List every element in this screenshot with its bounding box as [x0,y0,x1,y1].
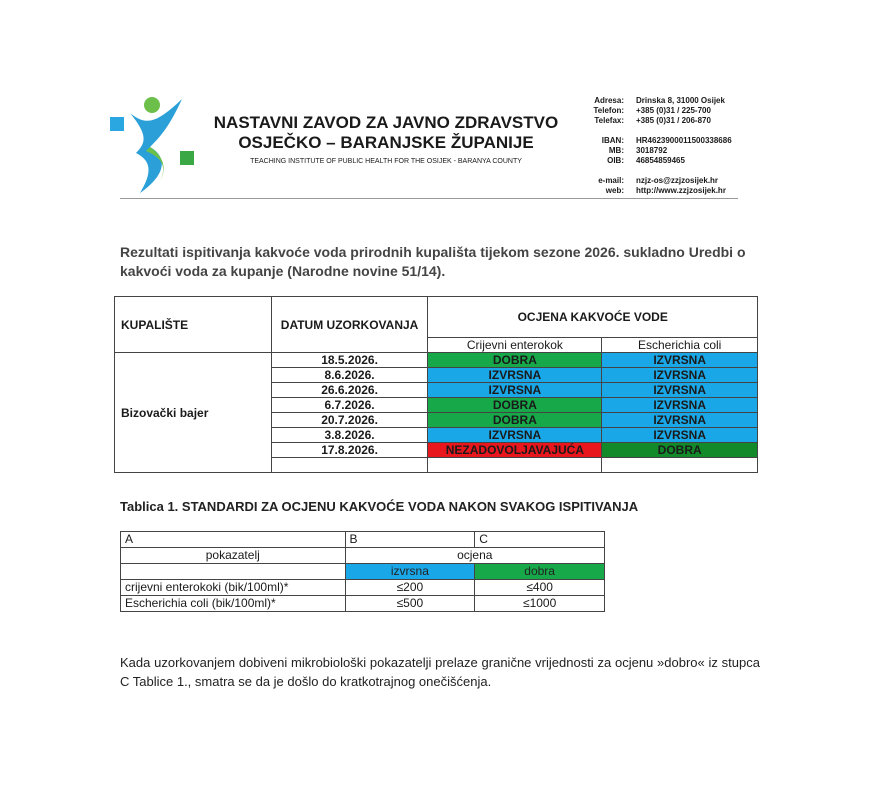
enterokok-rating: DOBRA [428,353,602,368]
ocjena-header: ocjena [345,548,604,564]
telefax-label: Telefax: [594,116,624,125]
web-label: web: [605,186,624,195]
results-table [114,296,758,473]
datum-cell: 17.8.2026. [271,443,428,458]
contact-block [560,96,732,196]
header-ocjena: OCJENA KAKVOĆE VODE [428,297,758,338]
mb-value: 3018792 [636,146,668,155]
adresa-label: Adresa: [594,96,624,105]
email-link[interactable]: nzjz-os@zzjzosijek.hr [636,176,719,185]
dobra-value: ≤1000 [475,596,605,612]
ecoli-rating: IZVRSNA [602,353,758,368]
ecoli-rating: IZVRSNA [602,413,758,428]
pokazatelj-name: Escherichia coli (bik/100ml)* [121,596,346,612]
standards-table [120,531,605,612]
intro-text: Rezultati ispitivanja kakvoće voda prirodnih kupališta tijekom sezone 2026. sukladno Uredbi o kakvoći voda za kupanje (Narodne novine 51/14). [120,244,746,279]
organization-name [206,113,566,153]
ecoli-rating: IZVRSNA [602,398,758,413]
ecoli-rating: IZVRSNA [602,383,758,398]
empty-cell [121,564,346,580]
org-name-line2: OSJEČKO – BARANJSKE ŽUPANIJE [238,133,534,152]
oib-value: 46854859465 [636,156,685,165]
ecoli-rating: DOBRA [602,443,758,458]
izvrsna-header: izvrsna [345,564,475,580]
enterokok-rating: IZVRSNA [428,368,602,383]
telefon-value: +385 (0)31 / 225-700 [636,106,711,115]
dobra-value: ≤400 [475,580,605,596]
iban-value: HR4623900011500338686 [636,136,732,145]
dobra-header: dobra [475,564,605,580]
table-row [121,580,605,596]
datum-cell: 18.5.2026. [271,353,428,368]
datum-cell: 6.7.2026. [271,398,428,413]
col-b-label: B [345,532,475,548]
izvrsna-value: ≤200 [345,580,475,596]
ecoli-rating: IZVRSNA [602,428,758,443]
header-enterokok: Crijevni enterokok [428,338,602,353]
telefax-value: +385 (0)31 / 206-870 [636,116,711,125]
enterokok-rating: IZVRSNA [428,383,602,398]
health-institute-logo-icon [110,95,210,195]
enterokok-rating: IZVRSNA [428,428,602,443]
table-row [115,353,758,368]
pokazatelj-header: pokazatelj [121,548,346,564]
datum-cell: 8.6.2026. [271,368,428,383]
table-row [121,596,605,612]
web-link[interactable]: http://www.zzjzosijek.hr [636,186,726,195]
izvrsna-value: ≤500 [345,596,475,612]
empty-cell [271,458,428,473]
adresa-value: Drinska 8, 31000 Osijek [636,96,725,105]
header-kupaliste: KUPALIŠTE [115,297,272,353]
oib-label: OIB: [607,156,624,165]
empty-cell [428,458,602,473]
datum-cell: 20.7.2026. [271,413,428,428]
email-label: e-mail: [598,176,624,185]
enterokok-rating: DOBRA [428,398,602,413]
empty-cell [602,458,758,473]
enterokok-rating: NEZADOVOLJAVAJUĆA [428,443,602,458]
header-divider [120,198,738,199]
header-datum: DATUM UZORKOVANJA [271,297,428,353]
enterokok-rating: DOBRA [428,413,602,428]
datum-cell: 26.6.2026. [271,383,428,398]
ecoli-rating: IZVRSNA [602,368,758,383]
kupaliste-name: Bizovački bajer [115,353,272,473]
mb-label: MB: [608,146,624,155]
iban-label: IBAN: [601,136,624,145]
pokazatelj-name: crijevni enterokoki (bik/100ml)* [121,580,346,596]
telefon-label: Telefon: [593,106,624,115]
standards-table-title: Tablica 1. STANDARDI ZA OCJENU KAKVOĆE VODA NAKON SVAKOG ISPITIVANJA [120,499,639,514]
datum-cell: 3.8.2026. [271,428,428,443]
col-a-label: A [121,532,346,548]
org-name-line1: NASTAVNI ZAVOD ZA JAVNO ZDRAVSTVO [213,113,559,132]
col-c-label: C [475,532,605,548]
organization-subtitle: TEACHING INSTITUTE OF PUBLIC HEALTH FOR THE OSIJEK - BARANYA COUNTY [250,158,522,165]
header-ecoli: Escherichia coli [602,338,758,353]
footnote-text: Kada uzorkovanjem dobiveni mikrobiološki pokazatelji prelaze granične vrijednosti za ocjenu »dobro« iz stupca C Tablice 1., smatra se da je došlo do kratkotrajnog onečišćenja. [120,655,760,689]
